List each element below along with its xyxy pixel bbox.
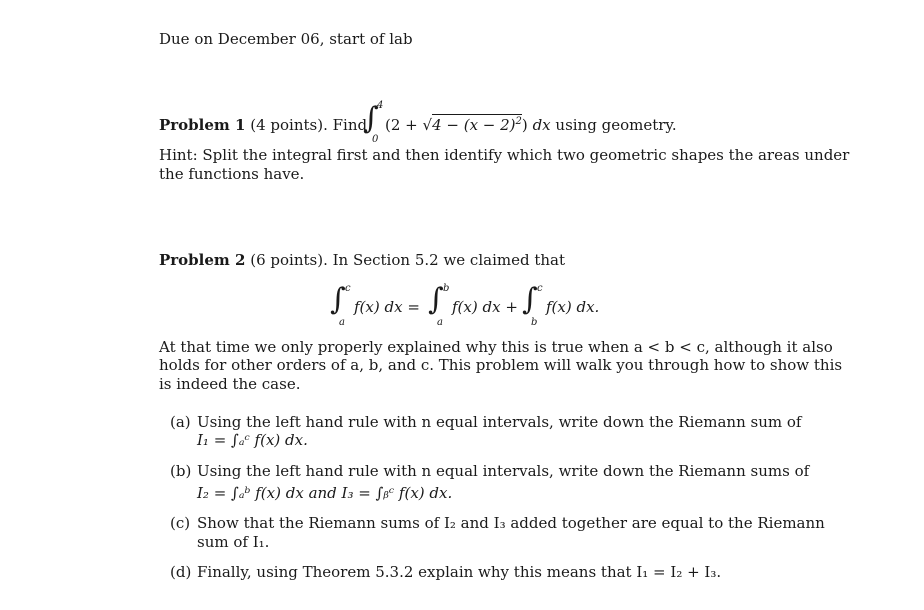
problem-1-hint-line-2: the functions have. [159, 165, 305, 183]
item-b-line-2: I₂ = ∫ₐᵇ f(x) dx and I₃ = ∫ᵦᶜ f(x) dx. [197, 484, 453, 502]
problem-2-para-line-1: At that time we only properly explained why this is true when a < b < c, although it also [159, 338, 833, 356]
integrand-right: ) [521, 116, 528, 134]
eq-integral-1: ∫ [330, 282, 346, 317]
eq-int1-lower: a [339, 317, 345, 328]
eq-int3-upper: c [537, 283, 543, 294]
due-date: Due on December 06, start of lab [159, 30, 413, 48]
problem-1-dx: dx [532, 116, 551, 134]
problem-1-label: Problem 1 [159, 116, 246, 134]
eq-int2-lower: a [437, 317, 443, 328]
eq-term-1: f(x) dx = [354, 298, 420, 316]
item-c-line-2: sum of I₁. [197, 533, 270, 551]
problem-1-lower-limit: 0 [372, 134, 379, 145]
problem-1-integrand [385, 116, 677, 134]
problem-1-tail: using geometry. [555, 116, 677, 134]
problem-2-para-line-3: is indeed the case. [159, 375, 301, 393]
eq-int2-upper: b [443, 283, 450, 294]
problem-1-find: Find [332, 116, 368, 134]
problem-2-label: Problem 2 [159, 251, 246, 269]
eq-term-2: f(x) dx + [452, 298, 518, 316]
item-d-tag: (d) [170, 563, 192, 581]
item-a-line-2: I₁ = ∫ₐᶜ f(x) dx. [197, 431, 308, 449]
item-a-line-1: Using the left hand rule with n equal intervals, write down the Riemann sum of [197, 413, 802, 431]
item-c-tag: (c) [170, 514, 191, 532]
radicand-power: 2 [515, 116, 522, 127]
item-b-line-1: Using the left hand rule with n equal intervals, write down the Riemann sums of [197, 462, 810, 480]
item-d-line-1: Finally, using Theorem 5.3.2 explain why this means that I₁ = I₂ + I₃. [197, 563, 722, 581]
eq-integral-3: ∫ [522, 282, 538, 317]
problem-1-upper-limit: 4 [377, 100, 384, 111]
eq-int1-upper: c [345, 283, 351, 294]
problem-1-statement [159, 116, 367, 134]
eq-integral-2: ∫ [428, 282, 444, 317]
radicand-text: 4 − (x − 2) [432, 116, 516, 134]
problem-2-statement [159, 251, 565, 269]
sqrt-radicand [432, 114, 522, 134]
problem-2-intro: In Section 5.2 we claimed that [332, 251, 565, 269]
problem-1-points: (4 points). [250, 116, 328, 134]
eq-term-3: f(x) dx. [546, 298, 600, 316]
problem-2-points: (6 points). [250, 251, 328, 269]
item-c-line-1: Show that the Riemann sums of I₂ and I₃ added together are equal to the Riemann [197, 514, 825, 532]
sqrt-symbol: √ [422, 116, 433, 134]
integrand-left: (2 + [385, 116, 418, 134]
problem-2-para-line-2: holds for other orders of a, b, and c. This problem will walk you through how to show this [159, 356, 843, 374]
item-a-tag: (a) [170, 413, 191, 431]
problem-1-hint-line-1: Hint: Split the integral first and then identify which two geometric shapes the areas under [159, 146, 850, 164]
item-b-tag: (b) [170, 462, 192, 480]
problem-1-integral-sign: ∫ [363, 101, 379, 136]
eq-int3-lower: b [531, 317, 538, 328]
